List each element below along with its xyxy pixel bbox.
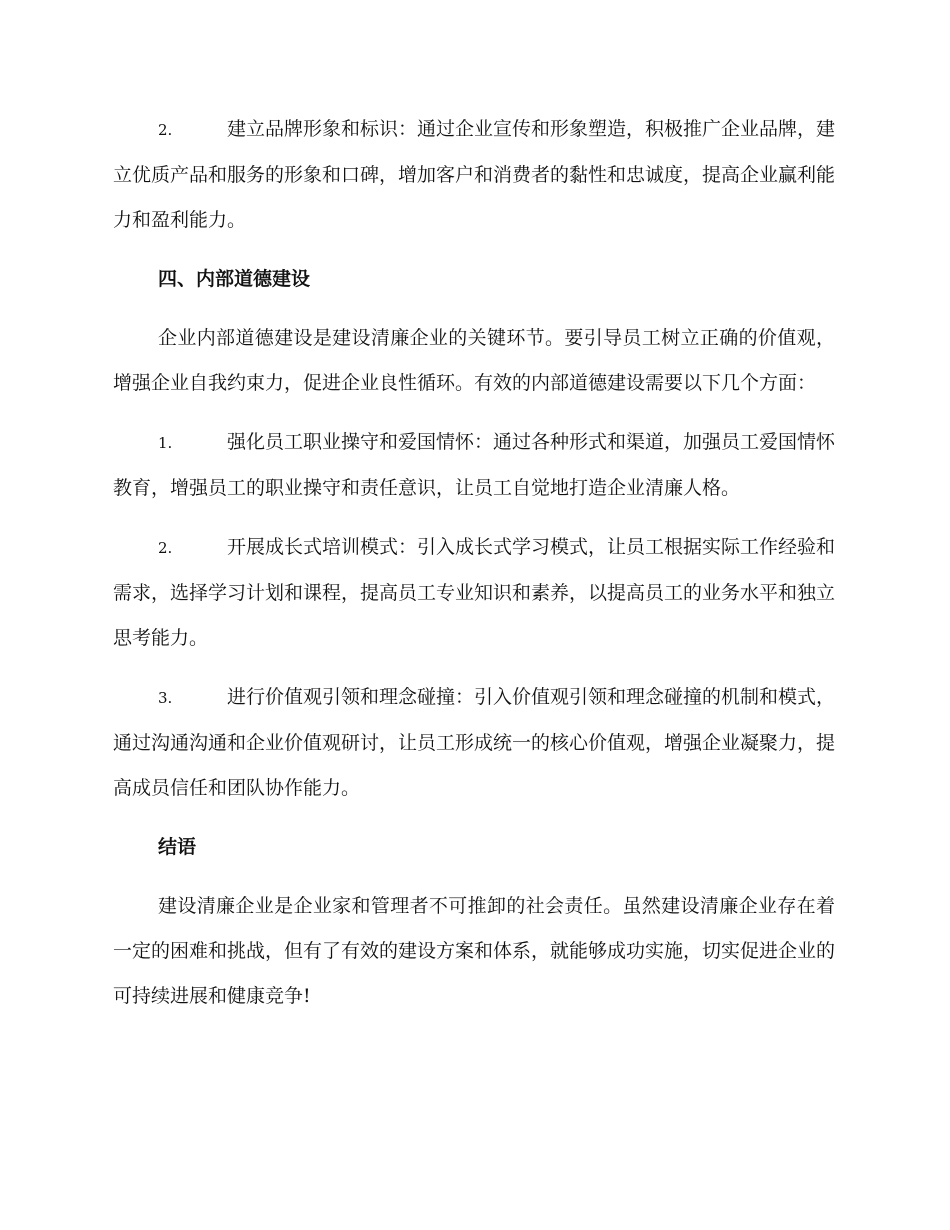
list-number: 2. xyxy=(158,121,173,139)
list-number: 1. xyxy=(158,434,173,452)
conclusion-heading: 结语 xyxy=(158,836,197,858)
list-item-text: 开展成长式培训模式：引入成长式学习模式，让员工根据实际工作经验和需求，选择学习计划和课程，提高员工专业知识和素养，以提高员工的业务水平和独立思考能力。 xyxy=(113,536,836,649)
document-body xyxy=(113,107,835,1033)
list-item-text: 进行价值观引领和理念碰撞：引入价值观引领和理念碰撞的机制和模式，通过沟通沟通和企业价值观研讨，让员工形成统一的核心价值观，增强企业凝聚力，提高成员信任和团队协作能力。 xyxy=(113,686,836,799)
list-number: 2. xyxy=(158,539,173,557)
list-item xyxy=(113,107,835,243)
list-item xyxy=(113,675,835,811)
conclusion-paragraph: 建设清廉企业是企业家和管理者不可推卸的社会责任。虽然建设清廉企业存在着一定的困难和挑战，但有了有效的建设方案和体系，就能够成功实施，切实促进企业的可持续进展和健康竞争! xyxy=(113,895,836,1007)
list-item-text: 强化员工职业操守和爱国情怀：通过各种形式和渠道，加强员工爱国情怀教育，增强员工的职业操守和责任意识，让员工自觉地打造企业清廉人格。 xyxy=(113,431,836,499)
section-heading: 四、内部道德建设 xyxy=(158,268,311,290)
section-intro-paragraph: 企业内部道德建设是建设清廉企业的关键环节。要引导员工树立正确的价值观，增强企业自我约束力，促进企业良性循环。有效的内部道德建设需要以下几个方面： xyxy=(113,327,835,394)
list-number: 3. xyxy=(158,689,173,707)
list-item xyxy=(113,525,835,661)
list-item-text: 建立品牌形象和标识：通过企业宣传和形象塑造，积极推广企业品牌，建立优质产品和服务的形象和口碑，增加客户和消费者的黏性和忠诚度，提高企业赢利能力和盈利能力。 xyxy=(113,118,836,231)
list-item xyxy=(113,420,835,511)
